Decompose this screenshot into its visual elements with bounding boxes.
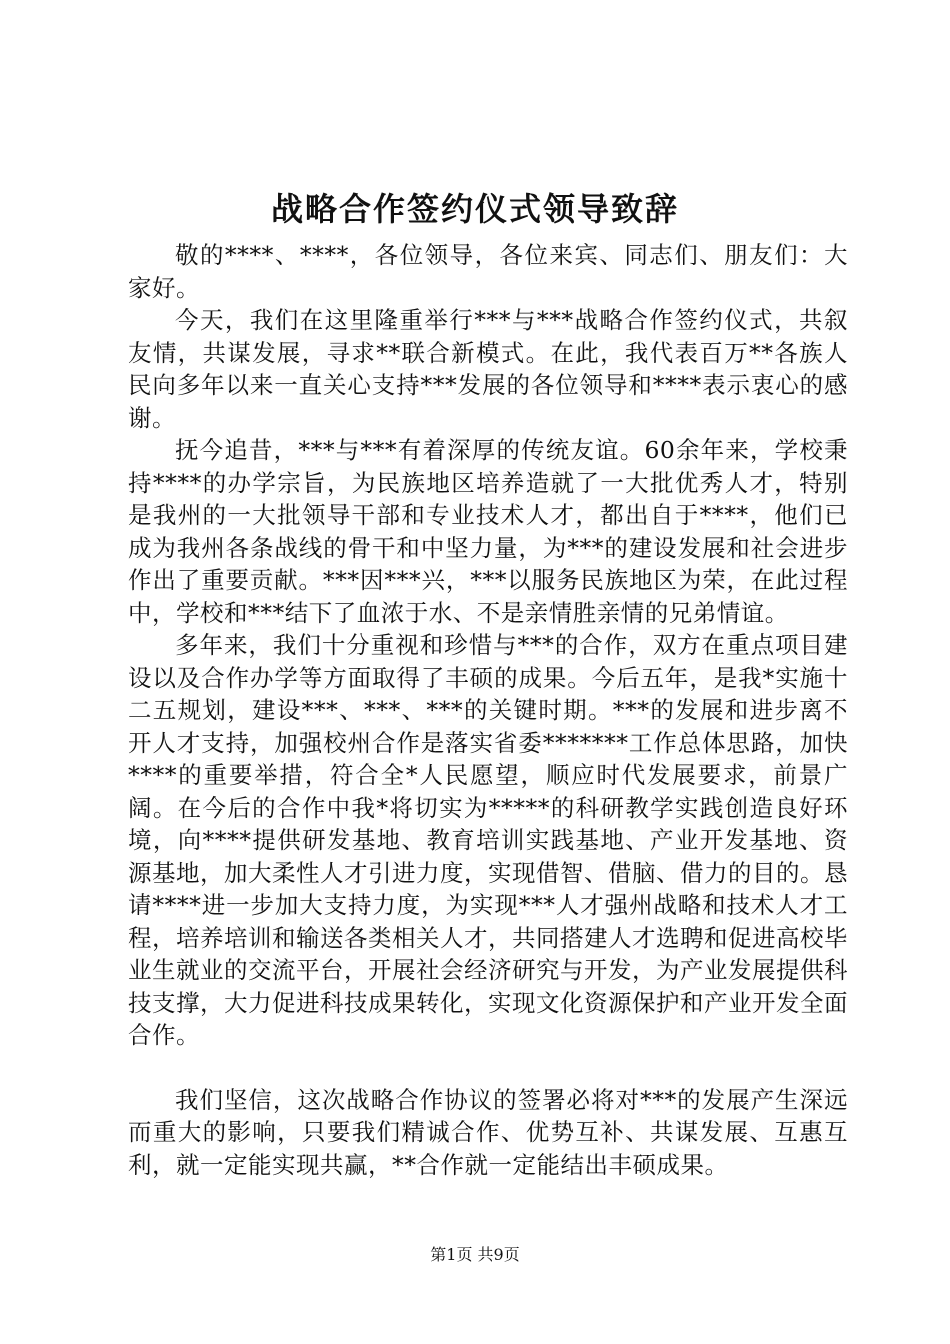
paragraph-greeting: 敬的****、****，各位领导，各位来宾、同志们、朋友们：大家好。 xyxy=(128,241,848,302)
paragraph-opening: 今天，我们在这里隆重举行***与***战略合作签约仪式，共叙友情，共谋发展，寻求**联合新模式。在此，我代表百万**各族人民向多年以来一直关心支持***发展的各位领导和****表示衷心的感谢。 xyxy=(128,306,848,432)
paragraph-history: 抚今追昔，***与***有着深厚的传统友谊。60余年来，学校秉持****的办学宗旨，为民族地区培养造就了一大批优秀人才，特别是我州的一大批领导干部和专业技术人才，都出自于****，他们已成为我州各条战线的骨干和中坚力量，为***的建设发展和社会进步作出了重要贡献。***因***兴，***以服务民族地区为荣，在此过程中，学校和***结下了血浓于水、不是亲情胜亲情的兄弟情谊。 xyxy=(128,436,848,627)
paragraph-cooperation: 多年来，我们十分重视和珍惜与***的合作，双方在重点项目建设以及合作办学等方面取得了丰硕的成果。今后五年，是我*实施十二五规划，建设***、***、***的关键时期。***的发展和进步离不开人才支持，加强校州合作是落实省委*******工作总体思路，加快****的重要举措，符合全*人民愿望，顺应时代发展要求，前景广阔。在今后的合作中我*将切实为*****的科研教学实践创造良好环境，向****提供研发基地、教育培训实践基地、产业开发基地、资源基地，加大柔性人才引进力度，实现借智、借脑、借力的目的。恳请****进一步加大支持力度，为实现***人才强州战略和技术人才工程，培养培训和输送各类相关人才，共同搭建人才选聘和促进高校毕业生就业的交流平台，开展社会经济研究与开发，为产业发展提供科技支撑，大力促进科技成果转化，实现文化资源保护和产业开发全面合作。 xyxy=(128,631,848,1049)
page-number: 第1页 共9页 xyxy=(430,1245,520,1264)
document-body xyxy=(128,239,848,1181)
page-title: 战略合作签约仪式领导致辞 xyxy=(270,190,679,228)
paragraph-closing: 我们坚信，这次战略合作协议的签署必将对***的发展产生深远而重大的影响，只要我们精诚合作、优势互补、共谋发展、互惠互利，就一定能实现共赢，**合作就一定能结出丰硕成果。 xyxy=(128,1085,848,1179)
